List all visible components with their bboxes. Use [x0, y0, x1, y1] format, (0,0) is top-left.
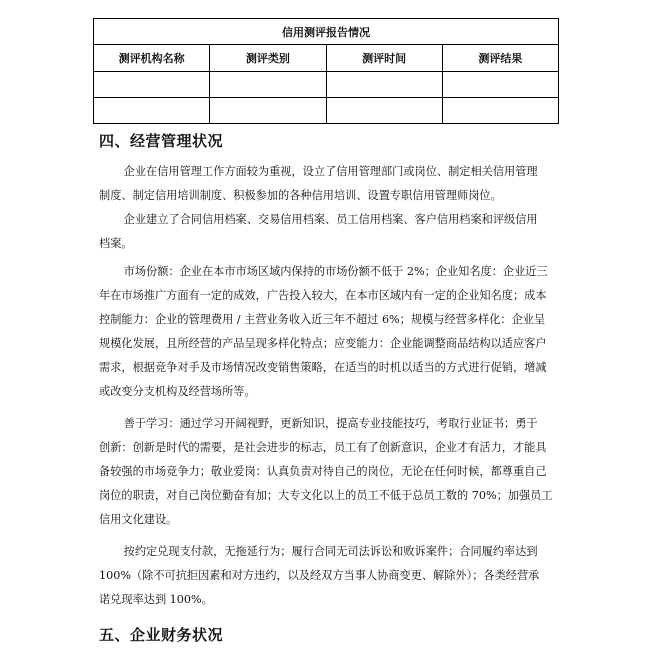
- table-title-row: [94, 19, 559, 45]
- section-heading-finance: 五、企业财务状况: [99, 626, 224, 644]
- paragraph-line: 备较强的市场竞争力；敬业爱岗：认真负责对待自己的岗位，无论在任何时候，都尊重自己: [99, 465, 547, 478]
- paragraph-line: 制度、制定信用培训制度、积极参加的各种信用培训、设置专职信用管理师岗位。: [99, 189, 502, 202]
- paragraph-contract-performance: [99, 540, 555, 612]
- table-cell: [94, 72, 210, 98]
- paragraph-line: 年在市场推广方面有一定的成效，广告投入较大，在本市区域内有一定的企业知名度；成本: [99, 289, 547, 302]
- paragraph-line: 100%（除不可抗拒因素和对方违约，以及经双方当事人协商变更、解除外）；各类经营承: [99, 569, 540, 582]
- table-row: [94, 98, 559, 124]
- paragraph-line: 善于学习：通过学习开阔视野，更新知识，提高专业技能技巧，考取行业证书；勇于: [123, 417, 538, 430]
- table-cell: [210, 72, 326, 98]
- paragraph-line: 企业在信用管理工作方面较为重视，设立了信用管理部门或岗位、制定相关信用管理: [123, 165, 538, 178]
- header-evaluation-time: 测评时间: [326, 45, 442, 72]
- paragraph-line: 档案。: [99, 237, 133, 250]
- paragraph-line: 需求，根据竞争对手及市场情况改变销售策略，在适当的时机以适当的方式进行促销，增减: [99, 361, 547, 374]
- paragraph-line: 控制能力：企业的管理费用 / 主营业务收入近三年不超过 6%；规模与经营多样化：企业呈: [99, 313, 546, 326]
- table-row: [94, 72, 559, 98]
- table-cell: [442, 72, 558, 98]
- paragraph-credit-archives: [99, 208, 555, 256]
- paragraph-line: 企业建立了合同信用档案、交易信用档案、员工信用档案、客户信用档案和评级信用: [123, 213, 538, 226]
- paragraph-line: 岗位的职责，对自己岗位勤奋有加；大专文化以上的员工不低于总员工数的 70%；加强员工: [99, 489, 553, 502]
- table-header-row: [94, 45, 559, 72]
- section-heading-management: 四、经营管理状况: [99, 132, 224, 150]
- table-cell: [94, 98, 210, 124]
- paragraph-line: 市场份额：企业在本市市场区域内保持的市场份额不低于 2%；企业知名度：企业近三: [123, 265, 548, 278]
- paragraph-credit-management: [99, 160, 555, 208]
- paragraph-line: 诺兑现率达到 100%。: [99, 593, 213, 606]
- table-cell: [442, 98, 558, 124]
- paragraph-line: 规模化发展，且所经营的产品呈现多样化特点；应变能力：企业能调整商品结构以适应客户: [99, 337, 547, 350]
- paragraph-line: 创新：创新是时代的需要，是社会进步的标志，员工有了创新意识，企业才有活力，才能具: [99, 441, 547, 454]
- header-evaluation-type: 测评类别: [210, 45, 326, 72]
- table-cell: [326, 98, 442, 124]
- table-cell: [210, 98, 326, 124]
- credit-evaluation-table: [93, 18, 559, 124]
- header-evaluation-result: 测评结果: [442, 45, 558, 72]
- header-agency-name: 测评机构名称: [94, 45, 210, 72]
- paragraph-learning-innovation: [99, 412, 555, 532]
- paragraph-line: 信用文化建设。: [99, 513, 178, 526]
- table-cell: [326, 72, 442, 98]
- table-title: 信用测评报告情况: [94, 19, 559, 45]
- paragraph-line: 按约定兑现支付款，无拖延行为；履行合同无司法诉讼和败诉案件；合同履约率达到: [123, 545, 538, 558]
- paragraph-line: 或改变分支机构及经营场所等。: [99, 385, 256, 398]
- paragraph-market-share: [99, 260, 555, 404]
